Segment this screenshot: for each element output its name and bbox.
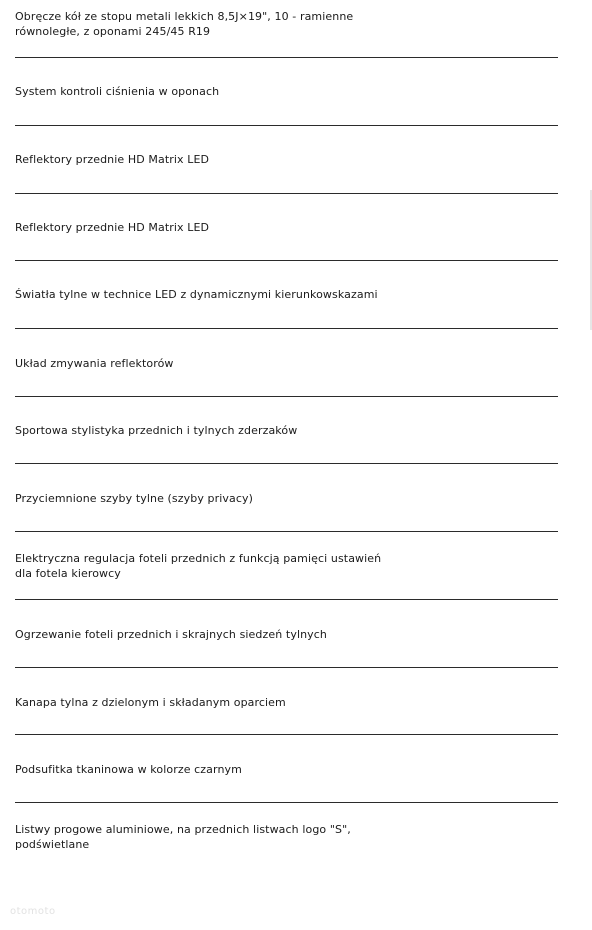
item-text: Ogrzewanie foteli przednich i skrajnych siedzeń tylnych [15, 628, 327, 641]
item-text: System kontroli ciśnienia w oponach [15, 85, 220, 98]
divider [15, 193, 558, 194]
item-text: Elektryczna regulacja foteli przednich z funkcją pamięci ustawień dla fotela kierowcy [15, 552, 382, 580]
item-text: Kanapa tylna z dzielonym i składanym oparciem [15, 696, 286, 709]
divider [15, 802, 558, 803]
divider [15, 734, 558, 735]
item-text: Reflektory przednie HD Matrix LED [15, 153, 210, 166]
list-item [15, 220, 558, 235]
divider [15, 328, 558, 329]
list-item [15, 551, 558, 581]
divider [15, 125, 558, 126]
item-text: Reflektory przednie HD Matrix LED [15, 221, 210, 234]
item-text: Obręcze kół ze stopu metali lekkich 8,5J×19", 10 - ramienne równoległe, z oponami 245/45 R19 [15, 10, 354, 38]
list-item [15, 287, 558, 302]
list-item [15, 423, 558, 438]
divider [15, 531, 558, 532]
divider [15, 260, 558, 261]
list-item [15, 695, 558, 710]
divider [15, 599, 558, 600]
item-text: Układ zmywania reflektorów [15, 357, 174, 370]
divider [15, 667, 558, 668]
item-text: Listwy progowe aluminiowe, na przednich listwach logo "S", podświetlane [15, 823, 351, 851]
list-item [15, 356, 558, 371]
item-text: Przyciemnione szyby tylne (szyby privacy) [15, 492, 254, 505]
item-text: Światła tylne w technice LED z dynamicznymi kierunkowskazami [15, 288, 378, 301]
list-item [15, 9, 558, 39]
list-item [15, 762, 558, 777]
list-item [15, 152, 558, 167]
list-item [15, 627, 558, 642]
divider [15, 57, 558, 58]
item-text: Sportowa stylistyka przednich i tylnych zderzaków [15, 424, 298, 437]
item-text: Podsufitka tkaninowa w kolorze czarnym [15, 763, 242, 776]
list-item [15, 822, 558, 852]
watermark-logo: otomoto [10, 906, 56, 917]
list-item [15, 84, 558, 99]
divider [15, 463, 558, 464]
divider [15, 396, 558, 397]
list-item [15, 491, 558, 506]
